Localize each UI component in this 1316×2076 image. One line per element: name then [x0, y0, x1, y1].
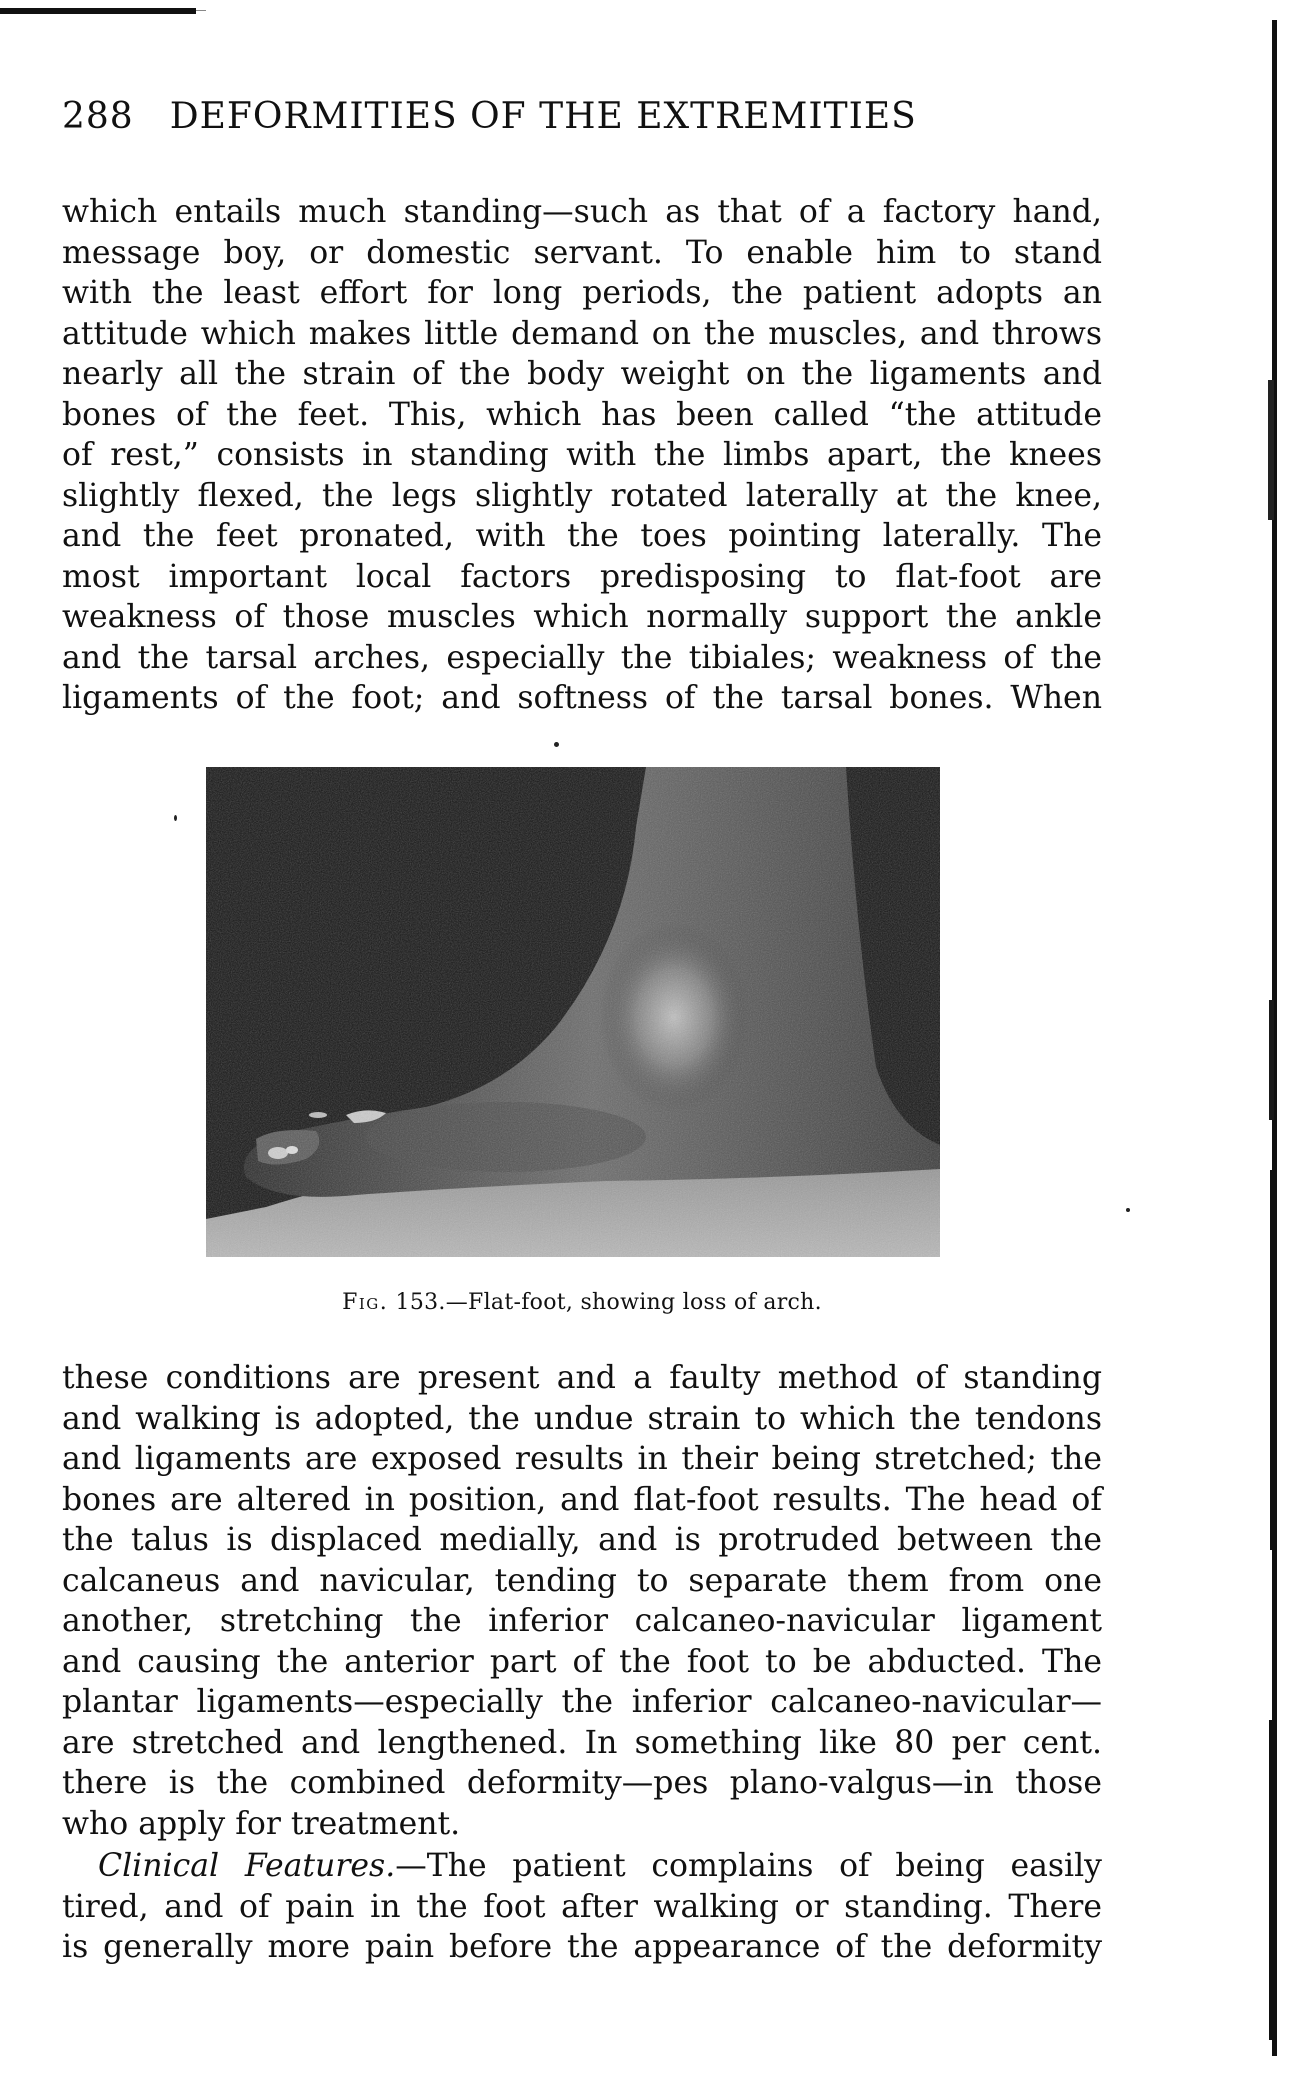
text-line: who apply for treatment.: [62, 1805, 461, 1842]
text-line: bones are altered in position, and flat-foot results. The head of: [62, 1481, 1102, 1518]
foot-illustration: [206, 767, 940, 1257]
text-line: attitude which makes little demand on the muscles, and throws: [62, 315, 1102, 352]
text-line: slightly flexed, the legs slightly rotated laterally at the knee,: [62, 477, 1102, 514]
text-line: there is the combined deformity—pes plano-valgus—in those: [62, 1765, 1102, 1801]
text-line: most important local factors predisposing to flat-foot are: [62, 558, 1102, 595]
text-line: tired, and of pain in the foot after walking or standing. There: [62, 1888, 1102, 1925]
ink-speck: [174, 815, 177, 821]
page-number: 288: [62, 96, 134, 137]
paragraph-2: [62, 1358, 1102, 1844]
heading-continuation: —The patient complains of being easily: [395, 1848, 1102, 1884]
page-binding-edge: [1268, 20, 1278, 2056]
text-line: with the least effort for long periods, the patient adopts an: [62, 275, 1102, 311]
text-line: is generally more pain before the appearance of the deformity: [62, 1929, 1102, 1965]
running-title: DEFORMITIES OF THE EXTREMITIES: [169, 96, 917, 137]
text-line: and the feet pronated, with the toes pointing laterally. The: [62, 518, 1102, 554]
text-line: of rest,” consists in standing with the limbs apart, the knees: [62, 437, 1102, 473]
ink-speck: [554, 742, 559, 747]
scan-edge-mark: [0, 8, 196, 14]
text-line: another, stretching the inferior calcaneo-navicular ligament: [62, 1603, 1102, 1639]
text-line: these conditions are present and a faulty method of standing: [62, 1360, 1102, 1396]
text-line: and causing the anterior part of the foot to be abducted. The: [62, 1643, 1102, 1680]
flat-foot-photograph: [206, 767, 940, 1257]
text-line: calcaneus and navicular, tending to separate them from one: [62, 1562, 1102, 1599]
text-line: bones of the feet. This, which has been called “the attitude: [62, 396, 1102, 433]
paragraph-1: [62, 192, 1102, 719]
text-line: message boy, or domestic servant. To enable him to stand: [62, 234, 1102, 271]
paragraph-3: [62, 1846, 1102, 1968]
section-heading: Clinical Features.: [98, 1848, 396, 1884]
text-line: and ligaments are exposed results in their being stretched; the: [62, 1441, 1102, 1477]
text-line: the talus is displaced medially, and is protruded between the: [62, 1522, 1102, 1558]
figure-label: Fig.: [342, 1290, 389, 1315]
text-line: are stretched and lengthened. In something like 80 per cent.: [62, 1724, 1102, 1761]
text-line: ligaments of the foot; and softness of the tarsal bones. When: [62, 680, 1102, 716]
text-line: weakness of those muscles which normally support the ankle: [62, 599, 1102, 635]
running-header: [62, 96, 1102, 152]
text-line: and walking is adopted, the undue strain to which the tendons: [62, 1400, 1102, 1437]
text-line: which entails much standing—such as that of a factory hand,: [62, 194, 1102, 230]
text-line: nearly all the strain of the body weight on the ligaments and: [62, 356, 1102, 392]
text-line: [62, 1846, 1102, 1887]
figure-caption: [62, 1290, 1102, 1315]
scan-edge-mark-thin: [196, 10, 206, 11]
caption-text: 153.—Flat-foot, showing loss of arch.: [388, 1290, 822, 1315]
text-line: and the tarsal arches, especially the tibiales; weakness of the: [62, 639, 1102, 676]
ink-speck: [1126, 1208, 1130, 1212]
text-line: plantar ligaments—especially the inferior calcaneo-navicular—: [62, 1684, 1102, 1720]
